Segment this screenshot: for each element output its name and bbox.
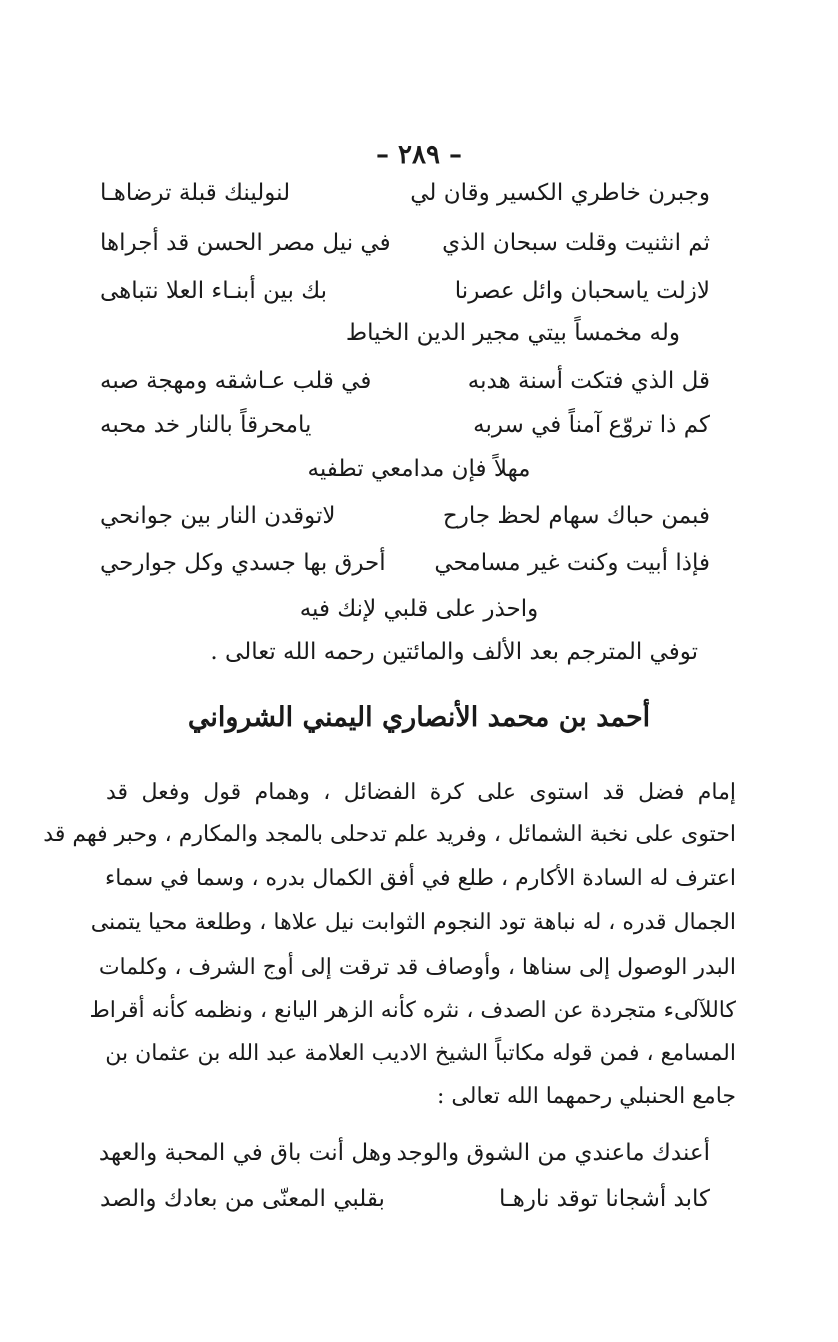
prose-line: البدر الوصول إلى سناها ، وأوصاف قد ترقت إلى أوج الشرف ، وكلمات [98,955,736,980]
verse-first-hemistich: فبمن حباك سهام لحظ جارح [442,503,710,529]
verse-first-hemistich: قل الذي فتكت أسنة هدبه [467,368,710,394]
death-note: توفي المترجم بعد الألف والمائتين رحمه الله تعالى . [210,639,698,665]
verse-second-hemistich: لاتوقدن النار بين جوانحي [100,503,336,529]
verse-second-hemistich: في نيل مصر الحسن قد أجراها [100,230,391,256]
verse-second-hemistich: يامحرقاً بالنار خد محبه [100,412,312,438]
takhmis-couplet [100,503,710,539]
takhmis-couplet [100,412,710,448]
verse-couplet [100,180,710,216]
verse-couplet [100,278,710,314]
verse-first-hemistich: كم ذا تروّع آمناً في سربه [473,412,710,438]
verse-couplet [100,1140,710,1176]
takhmis-closing-line: واحذر على قلبي لإنك فيه [299,596,539,622]
takhmis-couplet [100,550,710,586]
takhmis-couplet [100,368,710,404]
prose-line: الجمال قدره ، له نباهة تود النجوم الثوابت نيل علاها ، وطلعة محيا يتمنى [90,910,736,935]
prose-line: إمام فضل قد استوى على كرة الفضائل ، وهمام قول وفعل قد [106,780,736,805]
takhmis-closing-line: مهلاً فإن مدامعي تطفيه [307,456,531,482]
verse-first-hemistich: لازلت ياسحبان وائل عصرنا [454,278,710,304]
prose-line: احتوى على نخبة الشمائل ، وفريد علم تدحلى بالمجد والمكارم ، وحبر فهم قد [43,822,736,847]
verse-first-hemistich: وجبرن خاطري الكسير وقان لي [410,180,710,206]
verse-second-hemistich: لنولينك قبلة ترضاهـا [100,180,291,206]
section-heading: أحمد بن محمد الأنصاري اليمني الشرواني [187,702,651,733]
prose-line: اعترف له السادة الأكارم ، طلع في أفق الكمال بدره ، وسما في سماء [104,866,736,891]
verse-couplet [100,1186,710,1222]
verse-second-hemistich: وهل أنت باق في المحبة والعهد [98,1140,392,1166]
verse-couplet [100,230,710,266]
verse-first-hemistich: أعندك ماعندي من الشوق والوجد [396,1140,710,1166]
intro-line: وله مخمساً بيتي مجير الدين الخياط [345,320,680,346]
prose-line: جامع الحنبلي رحمهما الله تعالى : [437,1084,736,1109]
prose-line: المسامع ، فمن قوله مكاتباً الشيخ الاديب العلامة عبد الله بن عثمان بن [105,1041,736,1066]
verse-second-hemistich: بك بين أبنـاء العلا نتباهى [100,278,327,304]
page-number: – ٢٨٩ – [375,140,463,170]
verse-second-hemistich: أحرق بها جسدي وكل جوارحي [100,550,386,576]
verse-second-hemistich: بقلبي المعنّى من بعادك والصد [100,1186,385,1212]
verse-first-hemistich: كابد أشجانا توقد نارهـا [498,1186,710,1212]
verse-second-hemistich: في قلب عـاشقه ومهجة صبه [100,368,372,394]
prose-line: كاللآلىء متجردة عن الصدف ، نثره كأنه الزهر اليانع ، ونظمه كأنه أقراط [89,998,736,1023]
verse-first-hemistich: ثم انثنيت وقلت سبحان الذي [442,230,710,256]
verse-first-hemistich: فإذا أبيت وكنت غير مسامحي [434,550,710,576]
